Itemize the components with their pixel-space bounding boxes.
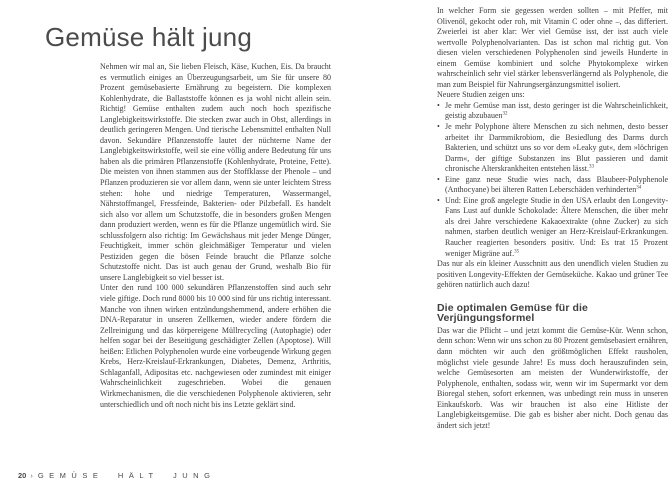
study-bullet-4 xyxy=(437,196,668,259)
left-page-body xyxy=(100,62,331,410)
study-bullet-2 xyxy=(437,122,668,175)
endnote-ref-32: 32 xyxy=(502,111,508,117)
left-paragraph-1: Nehmen wir mal an, Sie lieben Fleisch, Käse, Kuchen, Eis. Da braucht es vermutlich einiges an Überzeugungsarbeit, um Sie für unsere 80 Prozent gemüsebasierte Ernährung zu begeistern. Die komplexen Kohlenhydrate, die Ballaststoffe können es ja wohl nicht allein sein. Richtig! Gemüse enthalten zudem auch noch hoch spezifische Langlebigkeitswirkstoffe. Die stecken zwar auch in Obst, allerdings in deutlich geringeren Mengen. Und tierische Lebensmittel enthalten Null davon. Sekundäre Pflanzenstoffe lautet der nüchterne Name der Langlebigkeitswirkstoffe, weil sie eine völlig andere Bedeutung für uns haben als die primären Pflanzenstoffe (Kohlenhydrate, Proteine, Fette). Die meisten von ihnen stammen aus der Stoffklasse der Phenole – und Pflanzen produzieren sie vor allem dann, wenn sie unter leichtem Stress stehen: hohe und niedrige Temperaturen, Wassermangel, Nährstoffmangel, Fressfeinde, Bakterien- oder Pilzbefall. Es handelt sich also vor allem um Schutzstoffe, die in besonders großen Mengen dann produziert werden, wenn es für die Pflanze ungemütlich wird. Sie schlussfolgern also richtig: Im Gewächshaus mit jeder Menge Dünger, Feuchtigkeit, immer schön gleichmäßiger Temperatur und vielen Pestiziden gegen die bösen Feinde braucht die Pflanze solche Schutzstoffe nicht. Das ist auch genau der Grund, weshalb Bio für unsere Langlebigkeit so viel besser ist. xyxy=(100,62,331,282)
studies-lead-line: Neuere Studien zeigen uns: xyxy=(437,90,525,100)
footer-separator-icon: › xyxy=(30,471,33,480)
page-number: 20 xyxy=(18,471,27,480)
study-bullet-3-text: Eine ganz neue Studie wies nach, dass Blaubeer-Polyphenole (Anthocyane) bei älteren Ratten Leberschäden verhinderten xyxy=(445,174,668,195)
endnote-ref-33: 33 xyxy=(588,164,594,170)
study-bullet-1 xyxy=(437,101,668,122)
closing-paragraph: Das war die Pflicht – und jetzt kommt die Gemüse-Kür. Wenn schon, denn schon: Wenn wir uns schon zu 80 Prozent gemüsebasiert ernähren, dann möchten wir auch den größtmöglichen Effekt rausholen, möglichst viele gesunde Jahre! Es muss doch herauszufinden sein, welche Gemüsesorten am meisten der Wunderwirkstoffe, der Polyphenole, enthalten, sodass wir, wenn wir im Supermarkt vor dem Bioregal stehen, sofort erkennen, was unbedingt rein muss in unseren Einkaufskorb. Was wir brauchen ist also eine Hitliste der Langlebigkeitsgemüse. Die gab es bisher aber nicht. Doch genau das ändert sich jetzt! xyxy=(437,325,668,430)
endnote-ref-35: 35 xyxy=(514,248,520,254)
endnote-ref-34: 34 xyxy=(636,185,642,191)
study-bullet-2-text: Je mehr Polyphone ältere Menschen zu sich nehmen, desto besser arbeitet ihr Darmmikrobiom, die Besiedlung des Darms durch Bakterien, und schützt uns so vor dem »Leaky gut«, dem »löchrigen Darm«, der giftige Substanzen ins Blut passieren und damit chronische Alterskrankheiten entstehen lässt. xyxy=(445,122,668,174)
intro-paragraph: In welcher Form sie gegessen werden sollten – mit Pfeffer, mit Olivenöl, gekocht oder roh, mit Vitamin C oder ohne –, das differiert. Zweierlei ist aber klar: Wer viel Gemüse isst, der isst auch viele wertvolle Polyphenolvarianten. Das ist schon mal richtig gut. Von diesen vielen verschiedenen Polyphenolen sind jeweils Hunderte in einem Gemüse kombiniert und solche Phytokomplexe wirken wahrscheinlich sehr viel stärker lebensverlängernd als Polyphenole, die man zum Beispiel für Nahrungsergänzungsmittel isoliert. xyxy=(437,6,668,89)
study-bullet-1-text: Je mehr Gemüse man isst, desto geringer ist die Wahrscheinlichkeit, geistig abzubauen xyxy=(445,100,668,121)
bullet-icon: • xyxy=(437,174,440,184)
left-paragraph-2: Unter den rund 100 000 sekundären Pflanzenstoffen sind auch sehr viele giftige. Doch rund 8000 bis 10 000 sind für uns richtig interessant. Manche von ihnen wirken entzündungshemmend, andere erhöhen die DNA-Reparatur in unseren Zellkernen, wieder andere fördern die Zellreinigung und das körpereigene Müllrecycling (Autophagie) oder helfen sogar bei der Beseitigung geschädigter Zellen (Apoptose). Will heißen: Etlichen Polyphenolen wurde eine vorbeugende Wirkung gegen Krebs, Herz-Kreislauf-Erkrankungen, Diabetes, Demenz, Arthritis, Schlaganfall, Adipositas etc. nachgewiesen oder zumindest mit einiger Wahrscheinlichkeit zugeschrieben. Wobei die genauen Wirkmechanismen, die die verschiedenen Polyphenole aktivieren, sehr unterschiedlich und oft noch nicht bis ins Letzte geklärt sind. xyxy=(100,283,331,409)
right-page-body xyxy=(437,6,668,431)
study-bullet-list xyxy=(437,101,668,259)
page-title: Gemüse hält jung xyxy=(45,22,252,53)
section-subheading: Die optimalen Gemüse für die Verjüngungsformel xyxy=(437,301,588,325)
bullet-icon: • xyxy=(437,100,440,110)
page-footer xyxy=(18,471,215,480)
bullet-icon: • xyxy=(437,195,440,205)
bullet-icon: • xyxy=(437,122,440,132)
study-bullet-3 xyxy=(437,175,668,196)
study-bullet-4-text: Und: Eine groß angelegte Studie in den USA erlaubt den Longevity-Fans Lust auf dunkle Schokolade: Ältere Menschen, die über mehr als drei Jahre verschiedene Kakaoextrakte (ohne Zucker) zu sich nahmen, starben deutlich weniger an Herz-Kreislauf-Erkrankungen. Raucher reagierten besonders positiv. Und: Es trat 15 Prozent weniger Migräne auf. xyxy=(445,195,668,258)
running-chapter-title: GEMÜSE HÄLT JUNG xyxy=(37,471,216,480)
summary-paragraph: Das nur als ein kleiner Ausschnitt aus den unendlich vielen Studien zu positiven Longevity-Effekten der Gemüseküche. Kakao und grüner Tee gehören natürlich auch dazu! xyxy=(437,259,668,290)
